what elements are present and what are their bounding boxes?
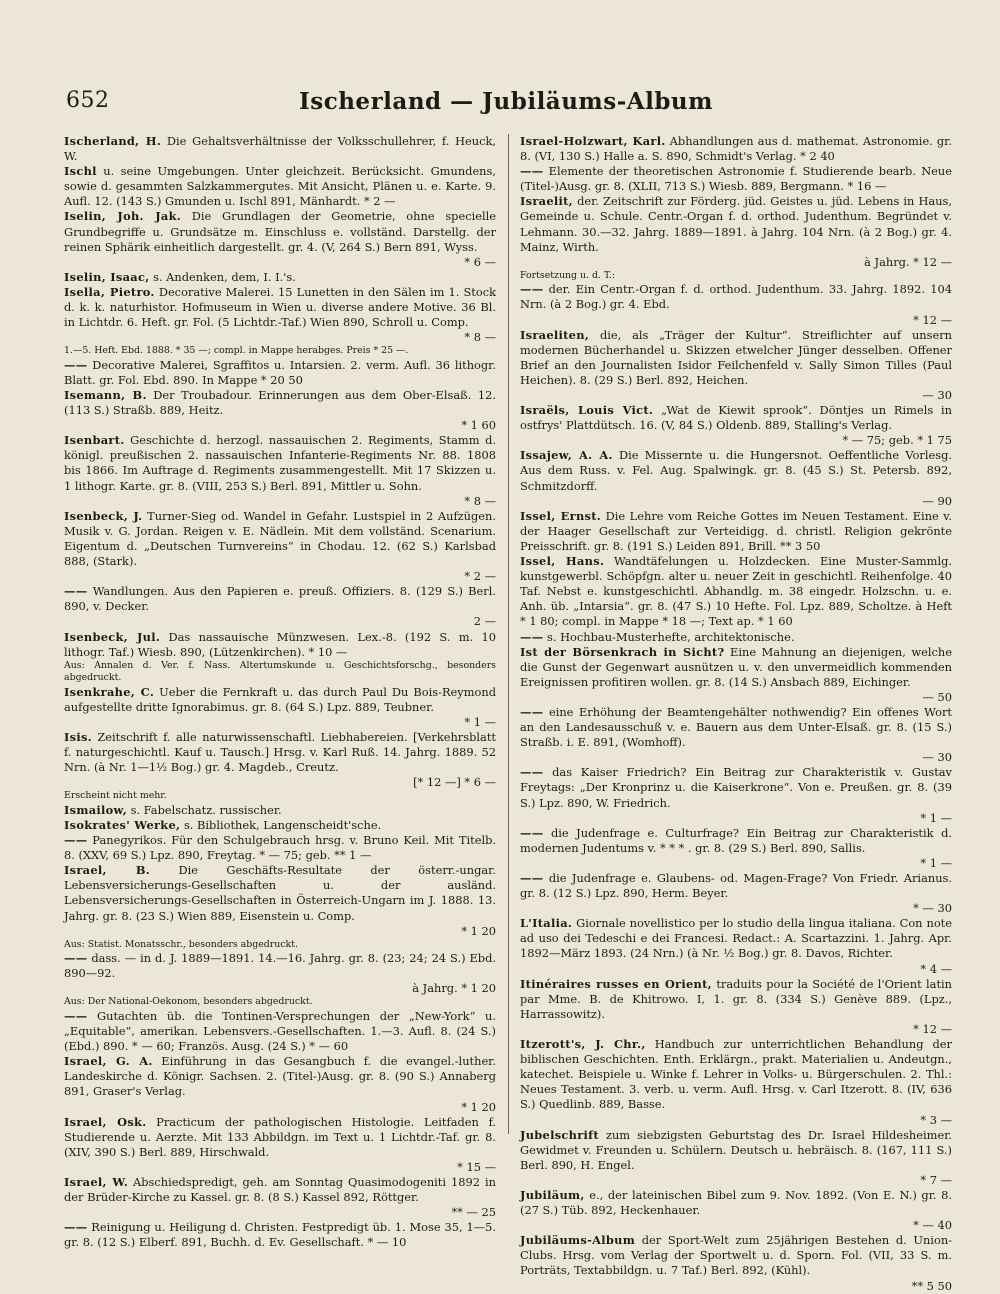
entry-price: — 30 <box>922 388 952 402</box>
entry-heading: —— <box>64 833 88 848</box>
catalog-entry <box>64 1175 496 1220</box>
catalog-entry <box>64 730 496 790</box>
entry-price: * 4 — <box>920 961 952 976</box>
catalog-entry <box>64 285 496 345</box>
catalog-entry <box>64 803 496 818</box>
catalog-note <box>520 270 952 283</box>
catalog-entry <box>64 818 496 833</box>
entry-heading: Jubiläum, <box>520 1187 585 1202</box>
catalog-entry <box>520 328 952 403</box>
catalog-entry <box>64 164 496 209</box>
entry-price: ** 5 50 <box>911 1278 952 1293</box>
entry-heading: Israel, B. <box>64 863 151 878</box>
entry-price: * 1 — <box>464 714 496 729</box>
catalog-entry <box>64 270 496 285</box>
catalog-entry <box>64 388 496 433</box>
entry-price: * 1 — <box>920 855 952 870</box>
catalog-entry <box>520 164 952 194</box>
entry-body: Gutachten üb. die Tontinen-Versprechungen der „New-York“ u. „Equitable“, amerikan. Lebensvers.-Gesellschaften. 1.—3. Aufl. 8. (24 S.) (Ebd.) 890. * — 60; Französ. Ausg. (24 S.) * — 60 <box>64 1008 496 1054</box>
catalog-note <box>64 996 496 1009</box>
entry-body: u. seine Umgebungen. Unter gleichzeit. Berücksicht. Gmundens, sowie d. gesammten Salzkammergutes. Mit Ansicht, Plänen u. e. Karte. 9. Aufl. 12. (143 S.) Gmunden u. Ischl 891, Mänhardt. * 2 — <box>64 164 496 209</box>
entry-body: Die Grundlagen der Geometrie, ohne specielle Grundbegriffe u. Grundsätze m. Einschluss e. vollständ. Darstellg. der reinen Sphärik einheitlich dargestellt. gr. 4. (V, 264 S.) Bern 891, Wyss. <box>64 209 496 254</box>
catalog-entry <box>64 630 496 660</box>
entry-body: Fortsetzung u. d. T.: <box>520 269 615 281</box>
entry-body: Decorative Malerei, Sgraffitos u. Intarsien. 2. verm. Aufl. 36 lithogr. Blatt. gr. Fol. Ebd. 890. In Mappe * 20 50 <box>64 357 496 387</box>
catalog-entry <box>520 705 952 765</box>
catalog-entry <box>520 826 952 871</box>
entry-body: Turner-Sieg od. Wandel in Gefahr. Lustspiel in 2 Aufzügen. Musik v. G. Jordan. Reigen v. E. Nädlein. Mit dem vollständ. Scenarium. Eigentum d. „Deutschen Turnvereins“ in Chodau. 12. (62 S.) Karlsbad 888, (Stark). <box>64 508 496 569</box>
entry-heading: Israeliten, <box>520 327 590 342</box>
entry-heading: Issajew, A. A. <box>520 448 613 463</box>
entry-price: à Jahrg. * 1 20 <box>412 981 496 996</box>
entry-heading: Issel, Hans. <box>520 554 605 569</box>
entry-price: * 3 — <box>920 1112 952 1127</box>
catalog-entry <box>64 1054 496 1114</box>
catalog-entry <box>64 433 496 508</box>
entry-heading: —— <box>64 584 88 599</box>
catalog-note <box>64 345 496 358</box>
entry-price: * 8 — <box>464 493 496 508</box>
left-column <box>64 134 496 1250</box>
entry-heading: Isis. <box>64 729 92 744</box>
entry-heading: Isemann, B. <box>64 388 147 402</box>
entry-body: Reinigung u. Heiligung d. Christen. Festpredigt üb. 1. Mose 35, 1—5. gr. 8. (12 S.) Elberf. 891, Buchh. d. Ev. Gesellschaft. * — 10 <box>64 1220 496 1250</box>
entry-price: * 6 — <box>464 254 496 269</box>
entry-heading: Issel, Ernst. <box>520 508 602 523</box>
entry-price: * — 30 <box>913 901 952 916</box>
entry-heading: —— <box>520 704 544 719</box>
entry-body: Elemente der theoretischen Astronomie f. Studierende bearb. Neue (Titel-)Ausg. gr. 8. (XLII, 713 S.) Wiesb. 889, Bergmann. * 16 — <box>520 164 952 194</box>
entry-heading: Ischerland, H. <box>64 134 162 148</box>
catalog-entry <box>520 916 952 976</box>
entry-price: * 8 — <box>464 330 496 345</box>
page-number: 652 <box>66 88 110 113</box>
entry-body: Die Geschäfts-Resultate der österr.-ungar. Lebensversicherungs-Gesellschaften u. der ausländ. Lebensversicherungs-Gesellschaften in Österreich-Ungarn im J. 1888. 13. Jahrg. gr. 8. (23 S.) Wien 889, Eisenstein u. Comp. <box>64 863 496 923</box>
running-title: Ischerland — Jubiläums-Album <box>299 88 713 115</box>
catalog-entry <box>520 630 952 645</box>
entry-body: Handbuch zur unterrichtlichen Behandlung der biblischen Geschichten. Enth. Erklärgn., prakt. Materialien u. Andeutgn., katechet. Beispiele u. Winke f. Lehrer in Volks- u. Bürgerschulen. 2. Thl.: Neues Testament. 3. verb. u. verm. Aufl. Hrsg. v. Carl Itzerott. 8. (IV, 636 S.) Quedlinb. 889, Basse. <box>520 1037 952 1112</box>
entry-heading: Jubelschrift <box>520 1127 599 1142</box>
entry-price: * 12 — <box>913 312 952 327</box>
catalog-entry <box>64 833 496 863</box>
catalog-entry <box>64 509 496 584</box>
entry-body: Erscheint nicht mehr. <box>64 790 167 802</box>
entry-body: Die Gehaltsverhältnisse der Volksschullehrer, f. Heuck, W. <box>64 134 497 164</box>
entry-heading: —— <box>520 825 544 840</box>
entry-body: Abhandlungen aus d. mathemat. Astronomie. gr. 8. (VI, 130 S.) Halle a. S. 890, Schmidt's Verlag. * 2 40 <box>520 134 952 164</box>
entry-heading: —— <box>64 1220 88 1235</box>
entry-body: dass. — in d. J. 1889—1891. 14.—16. Jahrg. gr. 8. (23; 24; 24 S.) Ebd. 890—92. <box>64 951 496 981</box>
entry-price: * 1 60 <box>461 418 496 433</box>
entry-heading: Isenbeck, J. <box>64 508 143 523</box>
page-header <box>66 88 946 120</box>
catalog-entry <box>520 134 952 164</box>
entry-heading: —— <box>520 164 544 179</box>
catalog-entry <box>520 977 952 1037</box>
entry-body: s. Fabelschatz. russischer. <box>130 802 282 817</box>
catalog-entry <box>520 1128 952 1188</box>
entry-heading: —— <box>64 357 88 372</box>
entry-heading: —— <box>520 629 544 644</box>
catalog-entry <box>64 685 496 730</box>
entry-body: Wandlungen. Aus den Papieren e. preuß. Offiziers. 8. (129 S.) Berl. 890, v. Decker. <box>64 584 496 614</box>
column-divider <box>508 134 509 1134</box>
entry-price: * 1 — <box>920 810 952 825</box>
entry-body: Ueber die Fernkraft u. das durch Paul Du Bois-Reymond aufgestellte dritte Ignorabimus. gr. 8. (64 S.) Lpz. 889, Teubner. <box>64 684 496 714</box>
entry-body: s. Bibliothek, Langenscheidt'sche. <box>183 817 382 832</box>
catalog-entry <box>520 403 952 448</box>
catalog-entry <box>520 554 952 629</box>
entry-body: Wandtäfelungen u. Holzdecken. Eine Muster-Sammlg. kunstgewerbl. Schöpfgn. alter u. neuer Zeit in geschichtl. Reihenfolge. 40 Taf. Nebst e. kunstgeschichtl. Abhandlg. m. 38 eingedr. Holzschn. u. e. Anh. üb. „Intarsia“. gr. 8. (47 S.) 10 Hefte. Fol. Lpz. 889, Scholtze. à Heft * 1 80; compl. in Mappe * 18 —; Text ap. * 1 60 <box>520 554 952 629</box>
entry-heading: Itzerott's, J. Chr., <box>520 1037 646 1052</box>
entry-body: traduits pour la Société de l'Orient latin par Mme. B. de Khitrowo. I, 1. gr. 8. (334 S.) Genève 889. (Lpz., Harrassowitz). <box>520 976 953 1021</box>
entry-body: 1.—5. Heft. Ebd. 1888. * 35 —; compl. in Mappe herabges. Preis * 25 —. <box>64 345 409 357</box>
catalog-entry <box>64 863 496 938</box>
catalog-entry <box>64 1115 496 1175</box>
entry-body: Geschichte d. herzogl. nassauischen 2. Regiments, Stamm d. königl. preußischen 2. nassauischen Infanterie-Regiments Nr. 88. 1808 bis 1866. Im Auftrage d. Regiments zusammengestellt. Mit 17 Skizzen u. 1 lithogr. Karte. gr. 8. (VIII, 253 S.) Berl. 891, Mittler u. Sohn. <box>64 433 496 493</box>
entry-heading: Iselin, Joh. Jak. <box>64 209 182 224</box>
entry-heading: Israel, G. A. <box>64 1054 153 1069</box>
entry-price: — 90 <box>922 493 952 508</box>
entry-heading: Israel-Holzwart, Karl. <box>520 134 666 148</box>
entry-body: „Wat de Kiewit sprook“. Döntjes un Rimels in ostfrys' Plattdütsch. 16. (V, 84 S.) Oldenb. 889, Stalling's Verlag. <box>520 403 953 433</box>
catalog-entry <box>64 584 496 629</box>
entry-body: Aus: Der National-Oekonom, besonders abgedruckt. <box>64 996 313 1008</box>
entry-price: * — 75; geb. * 1 75 <box>842 433 952 448</box>
entry-heading: —— <box>520 765 544 780</box>
catalog-entry <box>64 209 496 269</box>
entry-body: Der Troubadour. Erinnerungen aus dem Ober-Elsaß. 12. (113 S.) Straßb. 889, Heitz. <box>64 388 497 418</box>
catalog-entry <box>520 871 952 916</box>
entry-body: s. Andenken, dem, I. I.'s. <box>153 269 296 284</box>
entry-price: * 2 — <box>464 569 496 584</box>
entry-heading: Israelit, <box>520 194 573 209</box>
entry-body: Decorative Malerei. 15 Lunetten in den Sälen im 1. Stock d. k. k. naturhistor. Hofmuseum in Wien u. diverse andere Motive. 36 Bl. in Lichtdr. 6. Heft. gr. Fol. (5 Lichtdr.-Taf.) Wien 890, Schroll u. Comp. <box>64 284 496 330</box>
entry-price: * 1 20 <box>461 1099 496 1114</box>
entry-body: Die Missernte u. die Hungersnot. Oeffentliche Vorlesg. Aus dem Russ. v. Fel. Aug. Spalwingk. gr. 8. (45 S.) St. Petersb. 892, Schmitzdorff. <box>520 448 952 493</box>
entry-heading: Isenbart. <box>64 433 125 448</box>
catalog-note <box>64 790 496 803</box>
entry-body: Aus: Annalen d. Ver. f. Nass. Altertumskunde u. Geschichtsforschg., besonders abgedruckt. <box>64 659 496 684</box>
catalog-note <box>64 660 496 685</box>
entry-price: ** — 25 <box>451 1205 496 1220</box>
entry-body: die Judenfrage e. Culturfrage? Ein Beitrag zur Charakteristik d. modernen Judentums v. * * * . gr. 8. (29 S.) Berl. 890, Sallis. <box>520 825 953 855</box>
entry-body: Zeitschrift f. alle naturwissenschaftl. Liebhabereien. [Verkehrsblatt f. naturgeschichtl. Kauf u. Tausch.] Hrsg. v. Karl Ruß. 14. Jahrg. 1889. 52 Nrn. (à Nr. 1—1½ Bog.) gr. 4. Magdeb., Creutz. <box>64 729 496 775</box>
catalog-entry <box>520 194 952 269</box>
catalog-entry <box>520 1037 952 1128</box>
entry-price: * 15 — <box>457 1159 496 1174</box>
entry-heading: Isenkrahe, C. <box>64 684 155 699</box>
entry-body: Das nassauische Münzwesen. Lex.-8. (192 S. m. 10 lithogr. Taf.) Wiesb. 890, (Lützenkirchen). * 10 — <box>64 629 497 659</box>
entry-body: Aus: Statist. Monatsschr., besonders abgedruckt. <box>64 938 298 950</box>
entry-body: Einführung in das Gesangbuch f. die evangel.-luther. Landeskirche d. Königr. Sachsen. 2. (Titel-)Ausg. gr. 8. (90 S.) Annaberg 891, Graser's Verlag. <box>64 1054 496 1099</box>
catalog-note <box>64 939 496 952</box>
entry-price: * 7 — <box>920 1172 952 1187</box>
entry-heading: Isenbeck, Jul. <box>64 629 161 644</box>
entry-price: * 12 — <box>913 1021 952 1036</box>
entry-price: 2 — <box>473 614 496 629</box>
entry-heading: Isokrates' Werke, <box>64 817 181 832</box>
entry-body: der. Zeitschrift zur Förderg. jüd. Geistes u. jüd. Lebens in Haus, Gemeinde u. Schule. Centr.-Organ f. d. orthod. Judenthum. Begründet v. Lehmann. 30.—32. Jahrg. 1889—1891. à Jahrg. 104 Nrn. (à 2 Bog.) gr. 4. Mainz, Wirth. <box>520 194 952 254</box>
catalog-entry <box>64 1220 496 1250</box>
entry-heading: L'Italia. <box>520 916 573 931</box>
right-column <box>520 134 952 1294</box>
entry-heading: Israel, Osk. <box>64 1114 147 1129</box>
entry-heading: —— <box>64 951 88 966</box>
entry-price: à Jahrg. * 12 — <box>864 254 952 269</box>
entry-body: Abschiedspredigt, geh. am Sonntag Quasimodogeniti 1892 in der Brüder-Kirche zu Kassel. gr. 8. (8 S.) Kassel 892, Röttger. <box>64 1175 496 1205</box>
catalog-entry <box>520 645 952 705</box>
catalog-entry <box>520 765 952 825</box>
catalog-entry <box>64 358 496 388</box>
entry-body: der Sport-Welt zum 25jährigen Bestehen d. Union-Clubs. Hrsg. vom Verlag der Sportwelt u. d. Sporn. Fol. (VII, 33 S. m. Porträts, Textabbildgn. u. 7 Taf.) Berl. 892, (Kühl). <box>520 1233 952 1278</box>
entry-heading: Isella, Pietro. <box>64 284 155 299</box>
entry-heading: Ismailow, <box>64 802 127 817</box>
entry-body: Giornale novellistico per lo studio della lingua italiana. Con note ad uso dei Tedeschi e dei Francesi. Redact.: A. Scartazzini. 1. Jahrg. Apr. 1892—März 1893. (24 Nrn.) (à Nr. ½ Bog.) gr. 8. Davos, Richter. <box>520 916 953 961</box>
entry-body: Die Lehre vom Reiche Gottes im Neuen Testament. Eine v. der Haager Gesellschaft zur Verteidigg. d. christl. Religion gekrönte Preisschrift. gr. 8. (191 S.) Leiden 891, Brill. ** 3 50 <box>520 508 953 553</box>
entry-price: * — 40 <box>913 1218 952 1233</box>
entry-heading: Israel, W. <box>64 1175 128 1189</box>
entry-body: die, als „Träger der Kultur“. Streiflichter auf unsern modernen Bücherhandel u. Skizzen etwelcher Jünger desselben. Offener Brief an den Journalisten Isidor Feilchenfeld v. Sally Simon Tilles (Paul Heichen). 8. (29 S.) Berl. 892, Heichen. <box>520 327 952 387</box>
entry-body: Practicum der pathologischen Histologie. Leitfaden f. Studierende u. Aerzte. Mit 133 Abbildgn. im Text u. 1 Lichtdr.-Taf. gr. 8. (XIV, 390 S.) Berl. 889, Hirschwald. <box>64 1114 496 1159</box>
catalog-entry <box>520 509 952 554</box>
entry-price: — 30 <box>922 750 952 765</box>
entry-heading: —— <box>520 282 544 297</box>
entry-body: Panegyrikos. Für den Schulgebrauch hrsg. v. Bruno Keil. Mit Titelb. 8. (XXV, 69 S.) Lpz. 890, Freytag. * — 75; geb. ** 1 — <box>64 833 497 863</box>
entry-price: * 1 20 <box>461 923 496 938</box>
entry-body: s. Hochbau-Musterhefte, architektonische. <box>547 629 795 644</box>
entry-heading: Ist der Börsenkrach in Sicht? <box>520 644 725 659</box>
entry-body: das Kaiser Friedrich? Ein Beitrag zur Charakteristik v. Gustav Freytags: „Der Kronprinz u. die Kaiserkrone“. Von e. Preußen. gr. 8. (39 S.) Lpz. 890, W. Friedrich. <box>520 765 952 810</box>
entry-body: der. Ein Centr.-Organ f. d. orthod. Judenthum. 33. Jahrg. 1892. 104 Nrn. (à 2 Bog.) gr. 4. Ebd. <box>520 282 953 312</box>
catalog-entry <box>64 134 496 164</box>
entry-body: Eine Mahnung an diejenigen, welche die Gunst der Gegenwart ausnützen u. v. den unvermeidlich kommenden Ereignissen profitiren wollen. gr. 8. (14 S.) Ansbach 889, Eichinger. <box>520 644 952 689</box>
entry-heading: Israëls, Louis Vict. <box>520 403 654 418</box>
entry-heading: —— <box>520 871 544 885</box>
entry-body: die Judenfrage e. Glaubens- od. Magen-Frage? Von Friedr. Arianus. gr. 8. (12 S.) Lpz. 890, Herm. Beyer. <box>520 871 952 901</box>
entry-body: eine Erhöhung der Beamtengehälter nothwendig? Ein offenes Wort an den Landesausschuß v. e. Bauern aus dem Unter-Elsaß. gr. 8. (15 S.) Straßb. i. E. 891, (Womhoff). <box>520 704 952 750</box>
catalog-entry <box>520 282 952 327</box>
catalog-entry <box>520 448 952 508</box>
entry-heading: —— <box>64 1008 88 1023</box>
entry-price: [* 12 —] * 6 — <box>413 775 496 790</box>
entry-heading: Ischl <box>64 164 97 179</box>
entry-body: zum siebzigsten Geburtstag des Dr. Israel Hildesheimer. Gewidmet v. Freunden u. Schülern. Deutsch u. hebräisch. 8. (167, 111 S.) Berl. 890, H. Engel. <box>520 1127 953 1172</box>
entry-heading: Iselin, Isaac, <box>64 269 150 284</box>
entry-body: e., der lateinischen Bibel zum 9. Nov. 1892. (Von E. N.) gr. 8. (27 S.) Tüb. 892, Heckenhauer. <box>520 1187 952 1218</box>
entry-price: — 50 <box>922 689 952 704</box>
catalog-entry <box>520 1233 952 1293</box>
catalog-entry <box>64 1009 496 1054</box>
catalog-entry <box>64 951 496 996</box>
catalog-entry <box>520 1188 952 1233</box>
entry-heading: Itinéraires russes en Orient, <box>520 976 712 991</box>
entry-heading: Jubiläums-Album <box>520 1233 636 1248</box>
